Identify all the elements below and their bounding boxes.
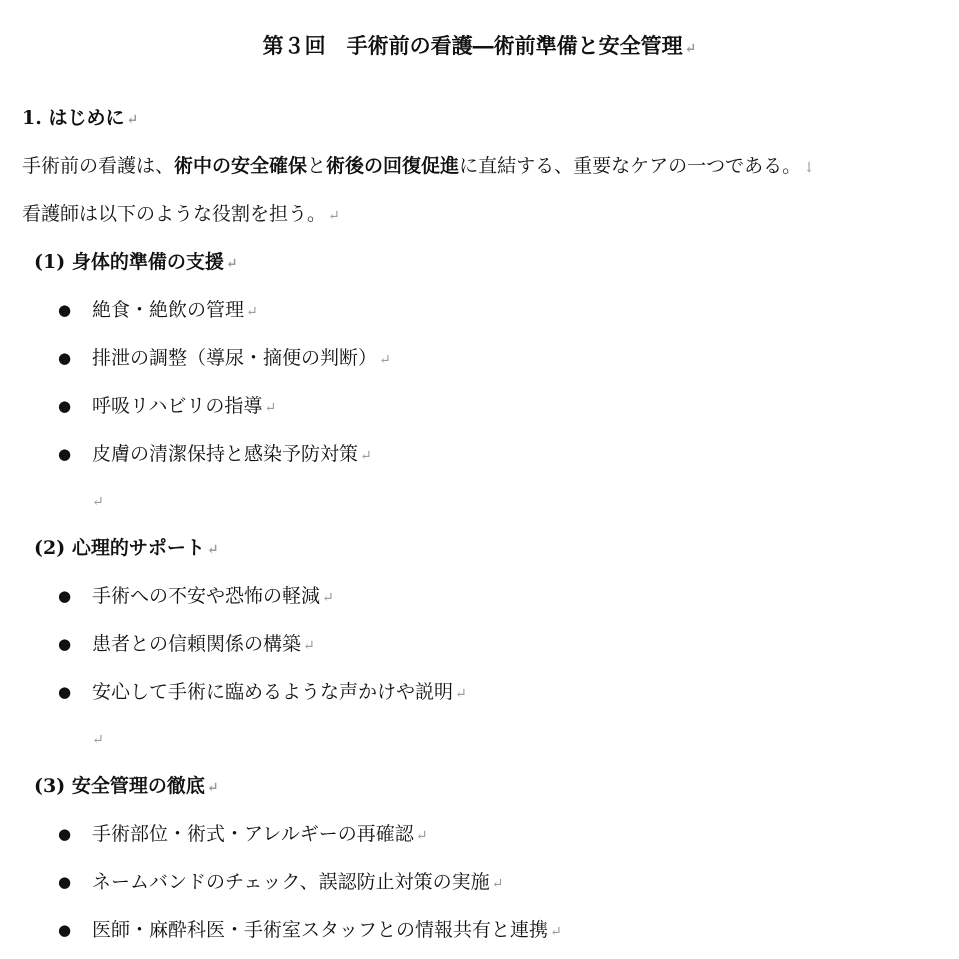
section-heading: (2) 心理的サポート ↵: [34, 537, 219, 559]
paragraph-mark: ↵: [684, 41, 697, 57]
intro-paragraph-2: 看護師は以下のような役割を担う。 ↵: [22, 203, 340, 225]
paragraph-mark: ↵: [328, 208, 340, 224]
paragraph-mark: ↵: [206, 542, 219, 558]
list-item: ● ネームバンドのチェック、誤認防止対策の実施 ↵: [58, 868, 503, 898]
paragraph-mark: ↵: [303, 638, 315, 654]
list-item: ● 安心して手術に臨めるような声かけや説明 ↵: [58, 678, 467, 708]
bullet-icon: ●: [58, 445, 72, 463]
document-title: 第３回 手術前の看護―術前準備と安全管理 ↵: [262, 33, 697, 58]
paragraph-mark: ↵: [415, 828, 428, 844]
paragraph-mark: ↵: [92, 494, 104, 510]
bullet-icon: ●: [58, 301, 72, 319]
paragraph-mark: ↵: [92, 732, 104, 748]
emphasis-postop-recovery: 術後の回復促進: [326, 155, 460, 177]
section-heading: (3) 安全管理の徹底 ↵: [34, 775, 219, 797]
bullet-icon: ●: [58, 587, 72, 605]
bullet-icon: ●: [58, 873, 72, 891]
list-item: ● 手術部位・術式・アレルギーの再確認 ↵: [58, 820, 428, 850]
empty-paragraph: [90, 724, 104, 754]
paragraph-mark: ↵: [206, 780, 219, 796]
paragraph-mark: ↵: [550, 924, 562, 940]
bullet-icon: ●: [58, 921, 72, 939]
list-item: ● 患者との信頼関係の構築 ↵: [58, 630, 315, 660]
list-item: ● 呼吸リハビリの指導 ↵: [58, 392, 276, 422]
list-item: ● 手術への不安や恐怖の軽減 ↵: [58, 582, 334, 612]
paragraph-mark: ↵: [455, 686, 467, 702]
paragraph-mark: ↵: [264, 400, 277, 416]
intro-paragraph-1: 手術前の看護は、術中の安全確保と術後の回復促進に直結する、重要なケアの一つである。 ↓: [22, 155, 815, 177]
paragraph-mark: ↵: [126, 112, 139, 128]
list-item: ● 排泄の調整（導尿・摘便の判断） ↵: [58, 344, 391, 374]
empty-paragraph: [90, 486, 104, 516]
section-heading: (1) 身体的準備の支援 ↵: [34, 251, 238, 273]
list-item: ● 絶食・絶飲の管理 ↵: [58, 296, 258, 326]
intro-heading: 1. はじめに ↵: [22, 107, 139, 129]
emphasis-intraop-safety: 術中の安全確保: [174, 155, 308, 177]
paragraph-mark: ↵: [379, 352, 391, 368]
list-item: ● 皮膚の清潔保持と感染予防対策 ↵: [58, 440, 372, 470]
bullet-icon: ●: [58, 825, 72, 843]
bullet-icon: ●: [58, 349, 72, 367]
paragraph-mark: ↵: [322, 590, 334, 606]
bullet-icon: ●: [58, 397, 72, 415]
paragraph-mark: ↵: [360, 448, 372, 464]
paragraph-mark: ↵: [246, 304, 258, 320]
paragraph-mark: ↵: [225, 256, 238, 272]
paragraph-mark: ↵: [491, 876, 504, 892]
bullet-icon: ●: [58, 683, 72, 701]
line-break-mark: ↓: [803, 160, 815, 176]
list-item: ● 医師・麻酔科医・手術室スタッフとの情報共有と連携 ↵: [58, 916, 562, 946]
bullet-icon: ●: [58, 635, 72, 653]
